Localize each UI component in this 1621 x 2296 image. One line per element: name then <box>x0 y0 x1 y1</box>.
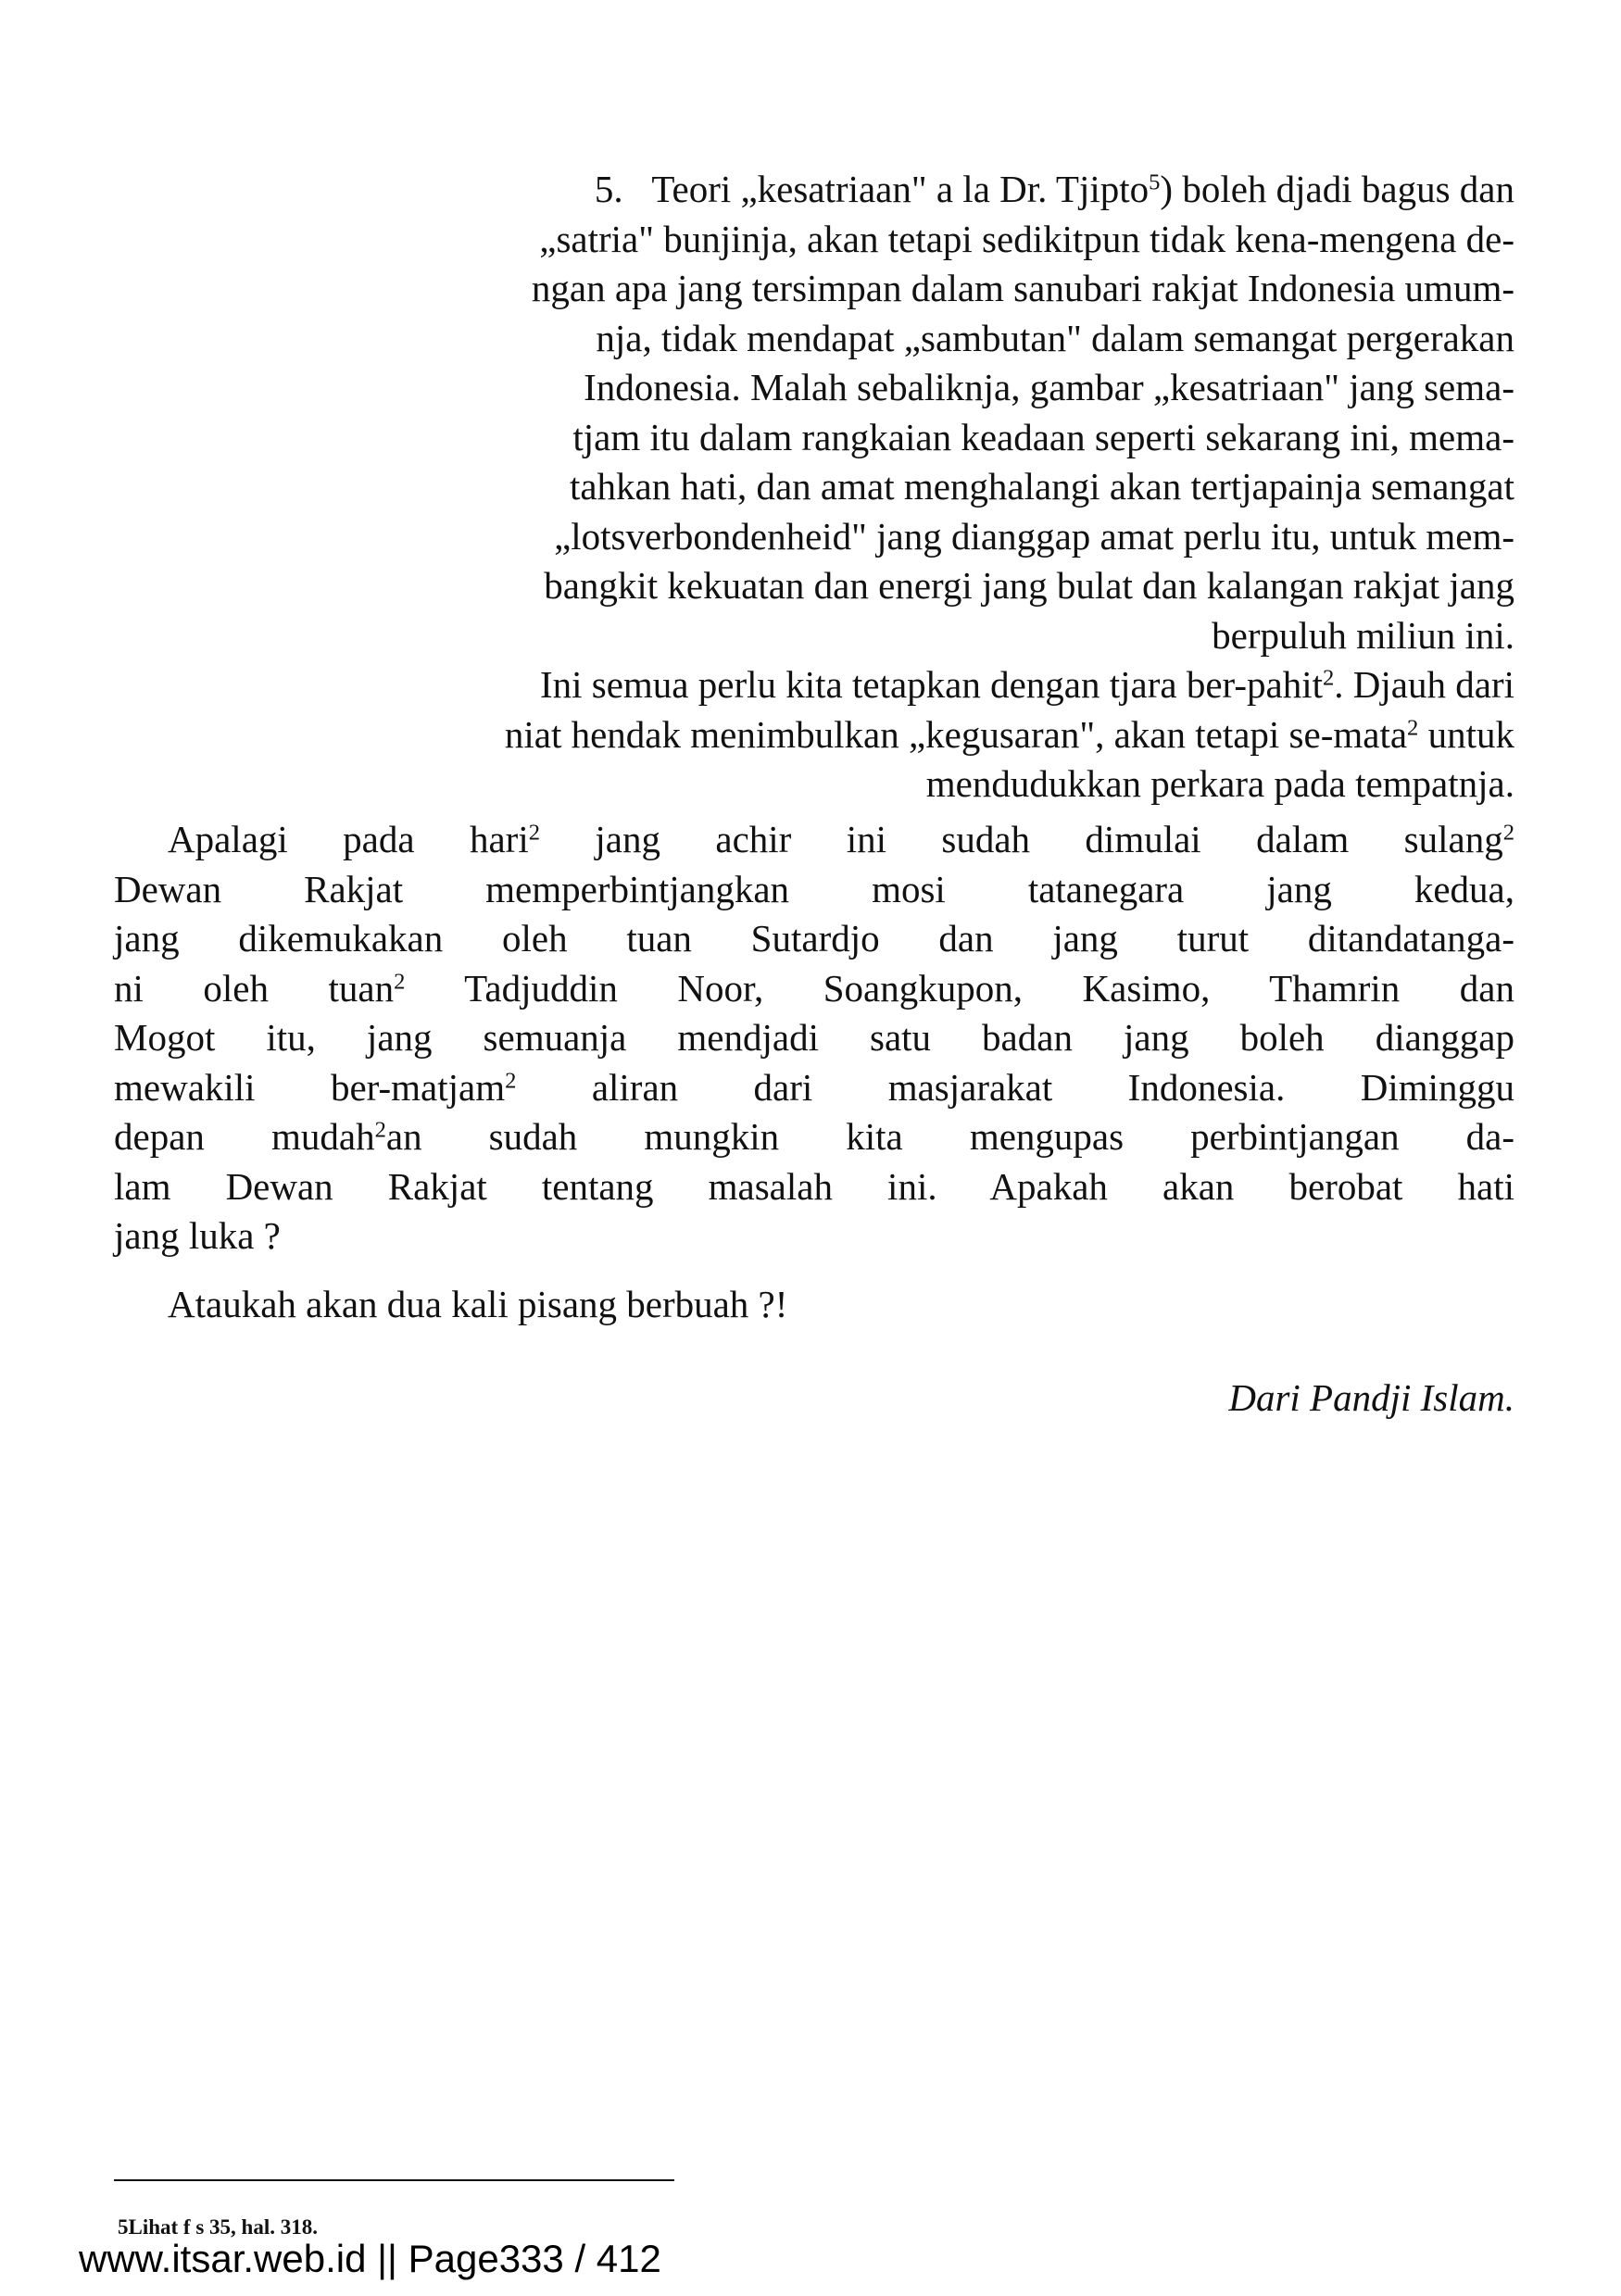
text-line: ni oleh tuan$^2$ Tadjuddin Noor, Soangkupon, Kasimo, Thamrin dan <box>114 966 1514 1010</box>
text-line: bangkit kekuatan dan energi jang bulat dan kalangan rakjat jang <box>544 564 1514 607</box>
text-line: tahkan hati, dan amat menghalangi akan tertjapainja semangat <box>569 465 1514 508</box>
closing-line: Ataukah akan dua kali pisang berbuah ?! <box>168 1283 788 1325</box>
text-line: mewakili ber-matjam$^2$ aliran dari masjarakat Indonesia. Diminggu <box>114 1065 1515 1109</box>
text-line: jang luka ? <box>114 1214 281 1257</box>
footnote: 5Lihat f s 35, hal. 318. <box>118 2215 318 2239</box>
text-line: „lotsverbondenheid" jang dianggap amat perlu itu, untuk mem- <box>554 514 1514 558</box>
text-line: Apalagi pada hari$^2$ jang achir ini sudah dimulai dalam sulang$^2$ <box>168 818 1514 860</box>
source-signature: Dari Pandji Islam. <box>1228 1376 1514 1419</box>
text-line: mendudukkan perkara pada tempatnja. <box>925 762 1514 805</box>
point-number: 5. <box>594 168 623 210</box>
footnote-divider <box>114 2179 674 2181</box>
text-line: ngan apa jang tersimpan dalam sanubari rakjat Indonesia umum- <box>531 267 1514 309</box>
text-line: depan mudah$^2$an sudah mungkin kita mengupas perbintjangan da- <box>114 1115 1514 1158</box>
text-line: nja, tidak mendapat „sambutan" dalam semangat pergerakan <box>596 316 1514 359</box>
text-line: Dewan Rakjat memperbintjangkan mosi tatanegara jang kedua, <box>114 867 1514 910</box>
text-line: lam Dewan Rakjat tentang masalah ini. Apakah akan berobat hati <box>114 1164 1514 1208</box>
footnote-ref: 5 <box>1149 169 1161 195</box>
page-footer: www.itsar.web.id || Page333 / 412 <box>79 2237 661 2280</box>
text-line: tjam itu dalam rangkaian keadaan seperti sekarang ini, mema- <box>572 415 1514 458</box>
text-line: Indonesia. Malah sebaliknja, gambar „kesatriaan" jang sema- <box>584 366 1514 408</box>
text-line: „satria" bunjinja, akan tetapi sedikitpun tidak kena-mengena de- <box>539 217 1514 260</box>
text-line: Ini semua perlu kita tetapkan dengan tjara ber-pahit$^2$. Djauh dari <box>539 663 1514 706</box>
text-line: jang dikemukakan oleh tuan Sutardjo dan jang turut ditandatanga- <box>114 917 1514 960</box>
text-line: 5. Teori „kesatriaan" a la Dr. Tjipto$^5$) boleh djadi bagus dan <box>594 168 1514 210</box>
point-5-block <box>167 165 1514 809</box>
text-line: Mogot itu, jang semuanja mendjadi satu badan jang boleh dianggap <box>114 1016 1514 1059</box>
main-paragraph <box>114 815 1514 1261</box>
text-line: niat hendak menimbulkan „kegusaran", akan tetapi se-mata$^2$ untuk <box>504 712 1514 756</box>
text-line: berpuluh miliun ini. <box>1212 613 1514 657</box>
